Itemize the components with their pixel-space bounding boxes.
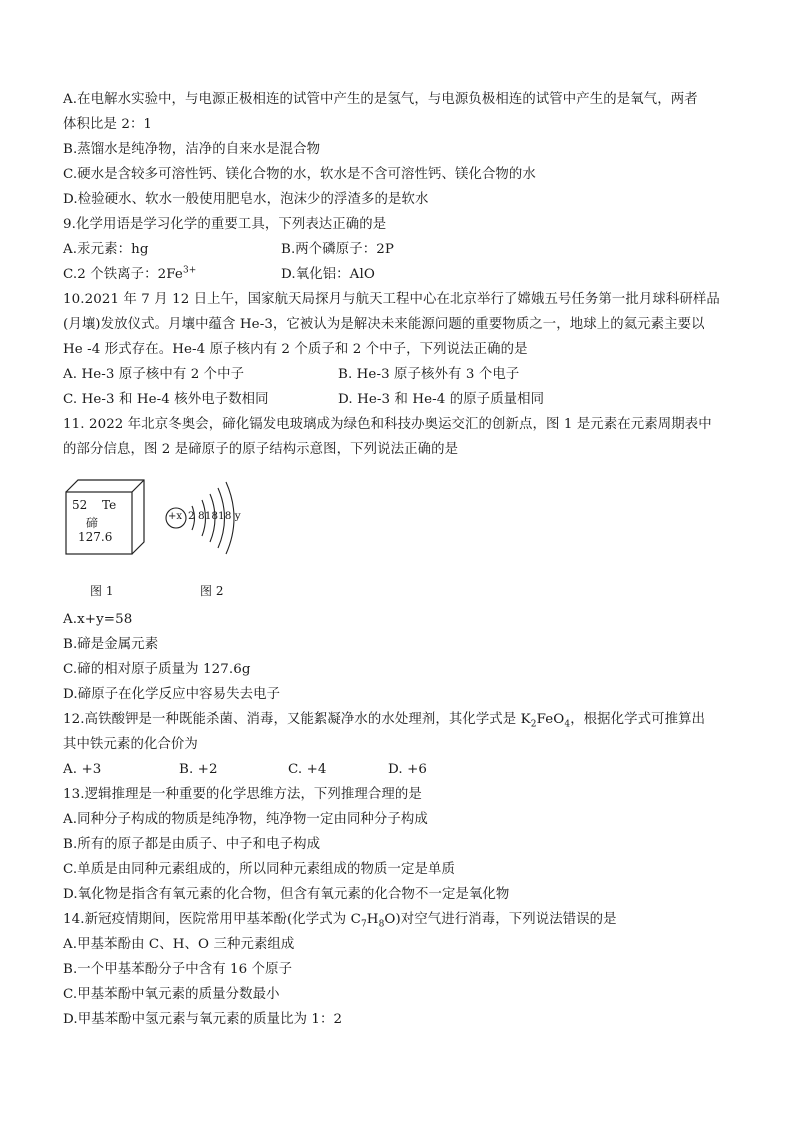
q8-option-a-line2: 体积比是 2：1 bbox=[63, 117, 153, 132]
q12-stem-line2: 其中铁元素的化合价为 bbox=[63, 737, 198, 752]
q9-row-cd bbox=[63, 265, 375, 285]
q9-row-ab bbox=[63, 240, 394, 260]
q8-option-a-line1: A.在电解水实验中，与电源正极相连的试管中产生的是氢气，与电源负极相连的试管中产生的是氧气，两者 bbox=[63, 92, 698, 107]
q12-option-a: A. +3 bbox=[63, 762, 102, 777]
q12-option-c: C. +4 bbox=[288, 762, 327, 777]
q9-stem: 9.化学用语是学习化学的重要工具，下列表达正确的是 bbox=[63, 217, 387, 232]
q10-option-a: A. He-3 原子核中有 2 个中子 bbox=[63, 367, 245, 382]
q9-option-d: D.氧化铝：AlO bbox=[281, 267, 375, 282]
figure-2-caption: 图 2 bbox=[200, 584, 224, 598]
q11-stem-line2: 的部分信息，图 2 是碲原子的原子结构示意图，下列说法正确的是 bbox=[63, 442, 459, 457]
q10-option-c: C. He-3 和 He-4 核外电子数相同 bbox=[63, 392, 269, 407]
q13-option-b: B.所有的原子都是由质子、中子和电子构成 bbox=[63, 837, 321, 852]
q12-option-b: B. +2 bbox=[179, 762, 218, 777]
q10-stem-line3: He -4 形式存在。He-4 原子核内有 2 个质子和 2 个中子，下列说法正确的是 bbox=[63, 342, 528, 357]
q14-option-b: B.一个甲基苯酚分子中含有 16 个原子 bbox=[63, 962, 293, 977]
q9-option-a: A.汞元素：hg bbox=[63, 242, 149, 257]
atomic-number: 52 bbox=[72, 498, 88, 512]
figure-1-caption: 图 1 bbox=[90, 584, 114, 598]
q12-option-d: D. +6 bbox=[388, 762, 428, 777]
q10-row-cd bbox=[63, 390, 545, 410]
q13-option-a: A.同种分子构成的物质是纯净物，纯净物一定由同种分子构成 bbox=[63, 812, 428, 827]
q9-option-c: C.2 个铁离子：$2Fe^{3+}$ bbox=[63, 265, 197, 282]
q13-stem: 13.逻辑推理是一种重要的化学思维方法，下列推理合理的是 bbox=[63, 787, 422, 802]
shell-electrons: 2 81818 y bbox=[188, 510, 241, 522]
element-name: 碲 bbox=[86, 516, 99, 530]
q14-option-d: D.甲基苯酚中氢元素与氧元素的质量比为 1：2 bbox=[63, 1012, 343, 1027]
atomic-mass: 127.6 bbox=[78, 530, 113, 544]
q10-row-ab bbox=[63, 365, 520, 385]
q9-option-b: B.两个磷原子：2P bbox=[281, 242, 394, 257]
q11-option-a: A.x+y=58 bbox=[63, 612, 133, 627]
q14-option-c: C.甲基苯酚中氧元素的质量分数最小 bbox=[63, 987, 280, 1002]
q12-stem-line1: 12.高铁酸钾是一种既能杀菌、消毒，又能絮凝净水的水处理剂，其化学式是 $K_2FeO_4$，根据化学式可推算出 bbox=[63, 712, 706, 730]
q11-option-c: C.碲的相对原子质量为 127.6g bbox=[63, 662, 251, 677]
q11-option-b: B.碲是金属元素 bbox=[63, 637, 159, 652]
nucleus-charge: +x bbox=[168, 511, 183, 522]
q14-option-a: A.甲基苯酚由 C、H、O 三种元素组成 bbox=[63, 937, 295, 952]
q10-option-d: D. He-3 和 He-4 的原子质量相同 bbox=[338, 392, 545, 407]
q10-option-b: B. He-3 原子核外有 3 个电子 bbox=[338, 367, 520, 382]
q11-figures bbox=[60, 470, 280, 610]
q14-stem: 14.新冠疫情期间，医院常用甲基苯酚(化学式为 $C_7H_8O$)对空气进行消毒，下列说法错误的是 bbox=[63, 912, 617, 930]
q12-options-row bbox=[63, 760, 428, 780]
q11-stem-line1: 11. 2022 年北京冬奥会，碲化镉发电玻璃成为绿色和科技办奥运交汇的创新点，图 1 是元素在元素周期表中 bbox=[63, 417, 712, 432]
q11-option-d: D.碲原子在化学反应中容易失去电子 bbox=[63, 687, 281, 702]
q13-option-c: C.单质是由同种元素组成的，所以同种元素组成的物质一定是单质 bbox=[63, 862, 455, 877]
q10-stem-line1: 10.2021 年 7 月 12 日上午，国家航天局探月与航天工程中心在北京举行了嫦娥五号任务第一批月球科研样品 bbox=[63, 292, 720, 307]
q8-option-b: B.蒸馏水是纯净物，洁净的自来水是混合物 bbox=[63, 142, 321, 157]
q8-option-c: C.硬水是含较多可溶性钙、镁化合物的水，软水是不含可溶性钙、镁化合物的水 bbox=[63, 167, 536, 182]
element-symbol: Te bbox=[102, 498, 117, 512]
q10-stem-line2: (月壤)发放仪式。月壤中蕴含 He-3，它被认为是解决未来能源问题的重要物质之一，地球上的氦元素主要以 bbox=[63, 317, 705, 332]
q8-option-d: D.检验硬水、软水一般使用肥皂水，泡沫少的浮渣多的是软水 bbox=[63, 192, 429, 207]
q13-option-d: D.氧化物是指含有氧元素的化合物，但含有氧元素的化合物不一定是氧化物 bbox=[63, 887, 510, 902]
